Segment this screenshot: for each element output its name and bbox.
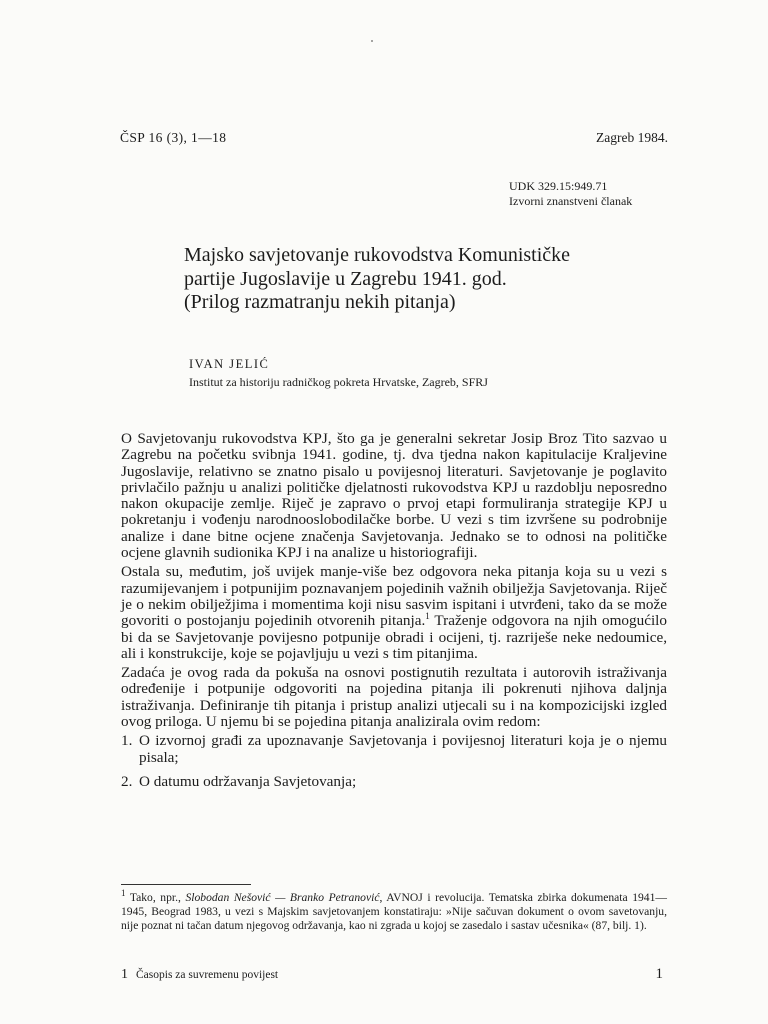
paragraph [121, 564, 667, 662]
author-affiliation: Institut za historiju radničkog pokreta Hrvatske, Zagreb, SFRJ [189, 375, 488, 389]
footnote [121, 888, 667, 933]
list-text: O datumu održavanja Savjetovanja; [139, 772, 357, 790]
page-number: 1 [655, 966, 663, 982]
footnote-lead: Tako, npr., [125, 891, 186, 904]
classification-block [509, 179, 632, 209]
footnote-divider [121, 884, 251, 885]
signature-number: 1 [121, 967, 128, 982]
list-number: 2. [121, 772, 133, 790]
footnote-reference[interactable]: 1 [425, 611, 430, 622]
list-item [121, 733, 667, 766]
author-name: IVAN JELIĆ [189, 357, 270, 371]
scan-speck [371, 40, 373, 42]
title-line: (Prilog razmatranju nekih pitanja) [184, 291, 456, 313]
paragraph: Zadaća je ovog rada da pokuša na osnovi postignutih rezultata i autorovih istraživanja određenije i potpunije odgovoriti na pojedina pitanja ili pokrenuti njihova daljnja istraživanja. Definiranje tih pitanja i pristup analizi utjecali su i na kompozicijski izgled ovog priloga. U njemu bi se pojedina pitanja analizirala ovim redom: [121, 664, 667, 731]
list-text: O izvornoj građi za upoznavanje Savjetovanja i povijesnoj literaturi koja je o njemu pisala; [139, 732, 667, 766]
list-number: 1. [121, 732, 133, 750]
title-line: Majsko savjetovanje rukovodstva Komunističke [184, 244, 571, 266]
paragraph: O Savjetovanju rukovodstva KPJ, što ga je generalni sekretar Josip Broz Tito sazvao u Zagrebu na početku svibnja 1941. godine, tj. dva tjedna nakon kapitulacije Kraljevine Jugoslavije, relativno se znatno pisalo u povijesnoj literaturi. Savjetovanje je poglavito privlačilo pažnju u analizi političke djelatnosti rukovodstva KPJ u razdoblju neposredno nakon okupacije zemlje. Riječ je zapravo o prvoj etapi formuliranja strategije KPJ u pokretanju i vođenju narodnooslobodilačke borbe. U vezi s tim izvršene su podrobnije analize i dane bitne ocjene značenja Savjetovanja. Jednako se to odnosi na političke ocjene glavnih sudionika KPJ i na analize u historiografiji. [121, 430, 667, 562]
question-list [121, 733, 667, 790]
place-year: Zagreb 1984. [596, 130, 668, 145]
footnote-mark: 1 [121, 888, 126, 899]
article-body [121, 431, 667, 798]
footnote-authors: Slobodan Nešović — Branko Petranović [185, 891, 380, 904]
title-line: partije Jugoslavije u Zagrebu 1941. god. [184, 267, 507, 290]
article-type: Izvorni znanstveni članak [509, 194, 633, 208]
paragraph-text: Ostala su, međutim, još uvijek manje-više bez odgovora neka pitanja koja su u vezi s razumijevanjem i potpunijim poznavanjem pojedinih važnih obilježja Savjetovanja. Riječ je o nekim obilježjima i momentima koji nisu sasvim ispitani i utvrđeni, tako da se može govoriti o postojanju pojedinih otvorenih pitanja. [121, 563, 667, 630]
article-title [184, 244, 724, 315]
paragraph-text: Traženje odgovora na njih omogućilo bi da se Savjetovanje povijesno potpunije obradi i ocijeni, tj. razriješe neke nedoumice, ali i konstrukcije, koje se pojavljuju u vezi s tim pitanjima. [121, 612, 667, 662]
list-item [121, 774, 667, 790]
udk-code: UDK 329.15:949.71 [509, 179, 608, 193]
signature-mark [121, 967, 278, 983]
journal-name: Časopis za suvremenu povijest [136, 969, 279, 981]
footnote-text: , AVNOJ i revolucija. Tematska zbirka dokumenata 1941—1945, Beograd 1983, u vezi s Majskim savjetovanjem konstatiraju: »Nije sačuvan dokument o ovom savetovanju, nije poznat ni tačan datum njegovog održavanja, kao ni zgrada u kojoj se zasedalo i sastav učesnika« (87, bilj. 1). [121, 891, 667, 932]
journal-reference: ČSP 16 (3), 1—18 [120, 130, 227, 145]
